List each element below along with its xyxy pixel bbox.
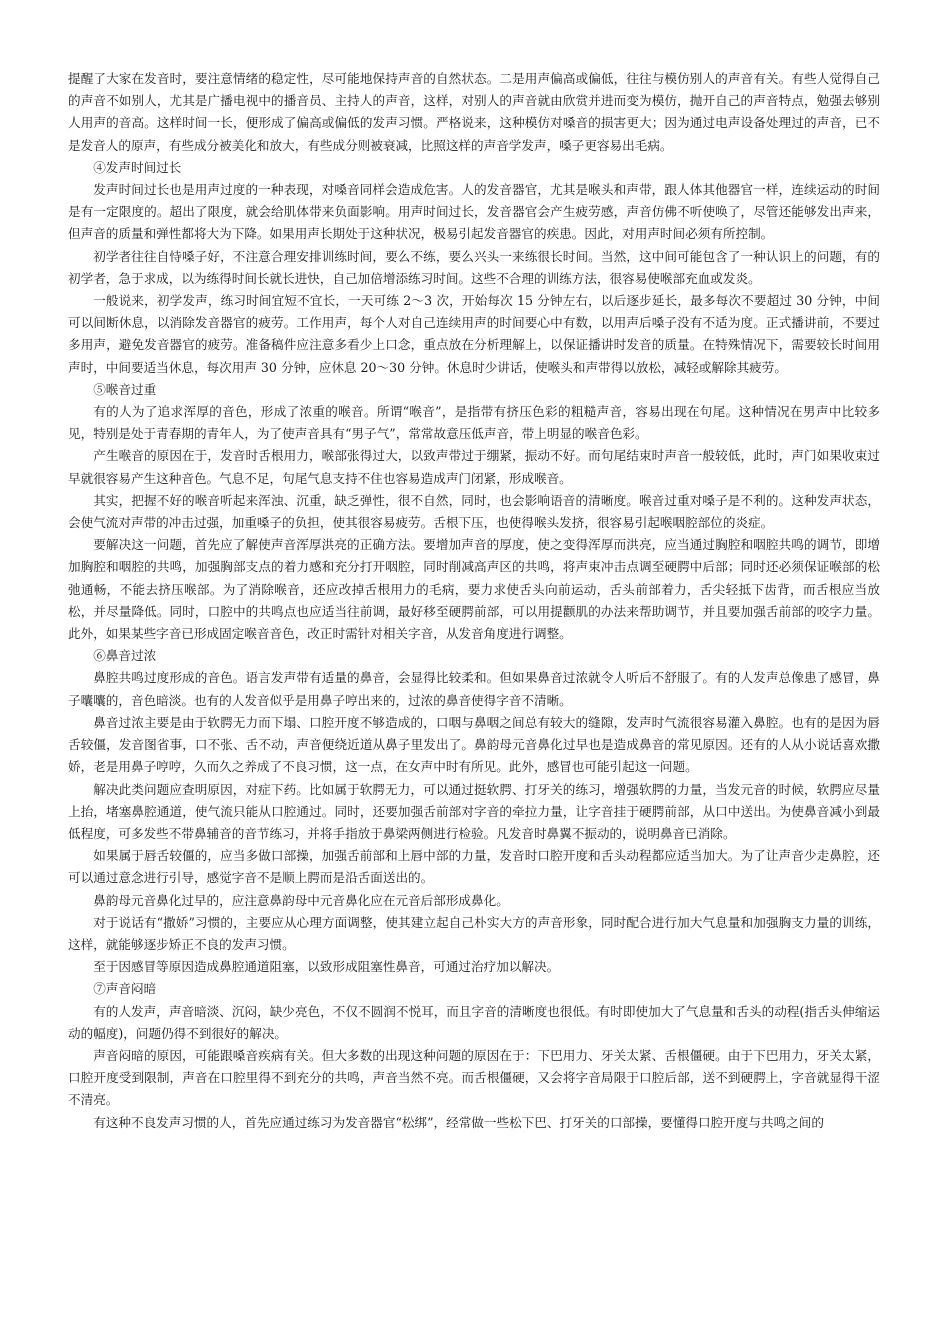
paragraph: 鼻腔共鸣过度形成的音色。语言发声带有适量的鼻音，会显得比较柔和。但如果鼻音过浓就令人听后不舒服了。有的人发声总像患了感冒，鼻子囔囔的，音色暗淡。也有的人发音似乎是用鼻子哼出来的，过浓的鼻音使得字音不清晰。 xyxy=(68,670,880,708)
paragraph: 对于说话有“撒娇”习惯的，主要应从心理方面调整，使其建立起自己朴实大方的声音形象，同时配合进行加大气息量和加强胸支力量的训练，这样，就能够逐步矫正不良的发声习惯。 xyxy=(68,914,880,952)
paragraph: 有的人发声，声音暗淡、沉闷，缺少亮色，不仅不圆润不悦耳，而且字音的清晰度也很低。有时即使加大了气息量和舌头的动程(指舌头伸缩运动的幅度)，问题仍得不到很好的解决。 xyxy=(68,1003,880,1041)
paragraph: 鼻音过浓主要是由于软腭无力而下塌、口腔开度不够造成的，口咽与鼻咽之间总有较大的缝隙，发声时气流很容易灌入鼻腔。也有的是因为唇舌较僵，发音图省事，口不张、舌不动，声音便绕近道从鼻子里发出了。鼻韵母元音鼻化过早也是造成鼻音的常见原因。还有的人从小说话喜欢撒娇，老是用鼻子哼哼，久而久之养成了不良习惯，这一点，在女声中时有所见。此外，感冒也可能引起这一问题。 xyxy=(68,714,880,775)
paragraph: 鼻韵母元音鼻化过早的，应注意鼻韵母中元音鼻化应在元音后部形成鼻化。 xyxy=(93,892,509,908)
paragraph: 有的人为了追求浑厚的音色，形成了浓重的喉音。所谓“喉音”，是指带有挤压色彩的粗糙声音，容易出现在句尾。这种情况在男声中比较多见，特别是处于青春期的青年人，为了使声音具有“男子气”，常常故意压低声音，带上明显的喉音色彩。 xyxy=(68,404,880,442)
paragraph: 发声时间过长也是用声过度的一种表现，对嗓音同样会造成危害。人的发音器官，尤其是喉头和声带，跟人体其他器官一样，连续运动的时间是有一定限度的。超出了限度，就会给肌体带来负面影响。用声时间过长，发音器官会产生疲劳感，声音仿佛不听使唤了，尽管还能够发出声来，但声音的质量和弹性都将大为下降。如果用声长期处于这种状况，极易引起发音器官的疾患。因此，对用声时间必须有所控制。 xyxy=(68,182,880,242)
section-heading-6: ⑥鼻音过浓 xyxy=(93,648,157,664)
paragraph: 初学者往往自恃嗓子好，不注意合理安排训练时间，要么不练，要么兴头一来练很长时间。当然，这中间可能包含了一种认识上的问题，有的初学者，急于求成，以为练得时间长就长进快，自己加倍增添练习时间。这些不合理的训练方法，很容易使喉部充血或发炎。 xyxy=(68,248,880,286)
paragraph: 解决此类问题应查明原因，对症下药。比如属于软腭无力，可以通过挺软腭、打牙关的练习，增强软腭的力量，当发元音的时候，软腭应尽量上抬，堵塞鼻腔通道，使气流只能从口腔通过。同时，还要加强舌前部对字音的牵拉力量，让字音挂于硬腭前部，从口中送出。为使鼻音减小到最低程度，可多发些不带鼻辅音的音节练习，并将手指放于鼻梁两侧进行检验。凡发音时鼻翼不振动的，说明鼻音已消除。 xyxy=(68,781,880,841)
section-heading-7: ⑦声音闷暗 xyxy=(93,981,157,997)
paragraph: 要解决这一问题，首先应了解使声音浑厚洪亮的正确方法。要增加声音的厚度，使之变得浑厚而洪亮，应当通过胸腔和咽腔共鸣的调节，即增加胸腔和咽腔的共鸣，加强胸部支点的着力感和充分打开咽腔，同时削减高声区的共鸣，将声束冲击点调至硬腭中后部；同时还必须保证喉部的松弛通畅，不能去挤压喉部。为了消除喉音，还应改掉舌根用力的毛病，要力求使舌头向前运动，舌头前部着力，舌尖轻抵下齿背，而舌根应当放松，并尽量降低。同时，口腔中的共鸣点也应适当往前调，最好移至硬腭前部，可以用提颧肌的办法来帮助调节，并且要加强舌前部的咬字力量。此外，如果某些字音已形成固定喉音音色，改正时需针对相关字音，从发音角度进行调整。 xyxy=(68,537,880,642)
paragraph: 其实，把握不好的喉音听起来浑浊、沉重，缺乏弹性，很不自然，同时，也会影响语音的清晰度。喉音过重对嗓子是不利的。这种发声状态，会使气流对声带的冲击过强，加重嗓子的负担，使其很容易疲劳。舌根下压，也使得喉头发挤，很容易引起喉咽腔部位的炎症。 xyxy=(68,492,880,531)
paragraph: 至于因感冒等原因造成鼻腔通道阻塞，以致形成阻塞性鼻音，可通过治疗加以解决。 xyxy=(93,959,560,975)
paragraph: 一般说来，初学发声，练习时间宜短不宜长，一天可练 2～3 次，开始每次 15 分钟左右，以后逐步延长，最多每次不要超过 30 分钟，中间可以间断休息，以消除发音器官的疲劳。工作用声，每个人对自己连续用声的时间要心中有数，以用声后嗓子没有不适为度。正式播讲前，不要过多用声，避免发音器官的疲劳。准备稿件应注意多看少上口念，重点放在分析理解上，以保证播讲时发音的质量。在特殊情况下，需要较长时间用声时，中间要适当休息，每次用声 30 分钟，应休息 20～30 分钟。休息时少讲话，使喉头和声带得以放松，减轻或解除其疲劳。 xyxy=(68,293,880,375)
paragraph: 如果属于唇舌较僵的，应当多做口部操，加强舌前部和上唇中部的力量，发音时口腔开度和舌头动程都应适当加大。为了让声音少走鼻腔，还可以通过意念进行引导，感觉字音不是顺上腭而是沿舌面送出的。 xyxy=(68,848,880,886)
section-heading-4: ④发声时间过长 xyxy=(93,159,182,175)
paragraph: 有这种不良发声习惯的人，首先应通过练习为发音器官“松绑”，经常做一些松下巴、打牙关的口部操，要懂得口腔开度与共鸣之间的 xyxy=(93,1114,824,1130)
paragraph-intro: 提醒了大家在发音时，要注意情绪的稳定性，尽可能地保持声音的自然状态。二是用声偏高或偏低，往往与模仿别人的声音有关。有些人觉得自己的声音不如别人，尤其是广播电视中的播音员、主持人的声音，这样，对别人的声音就由欣赏并进而变为模仿，抛开自己的声音特点，勉强去够别人用声的音高。这样时间一长，便形成了偏高或偏低的发声习惯。严格说来，这种模仿对嗓音的损害更大；因为通过电声设备处理过的声音，已不是发音人的原声，有些成分被美化和放大，有些成分则被衰减，比照这样的声音学发声，嗓子更容易出毛病。 xyxy=(68,71,880,153)
paragraph: 产生喉音的原因在于，发音时舌根用力，喉部张得过大，以致声带过于绷紧，振动不好。而句尾结束时声音一般较低，此时，声门如果收束过早就很容易产生这种音色。气息不足，句尾气息支持不住也容易造成声门闭紧，形成喉音。 xyxy=(68,448,880,486)
paragraph: 声音闷暗的原因，可能跟嗓音疾病有关。但大多数的出现这种问题的原因在于：下巴用力、牙关太紧、舌根僵硬。由于下巴用力，牙关太紧，口腔开度受到限制，声音在口腔里得不到充分的共鸣，声音当然不亮。而舌根僵硬，又会将字音局限于口腔后部，送不到硬腭上，字音就显得干涩不清亮。 xyxy=(68,1047,880,1108)
section-heading-5: ⑤喉音过重 xyxy=(93,381,157,397)
